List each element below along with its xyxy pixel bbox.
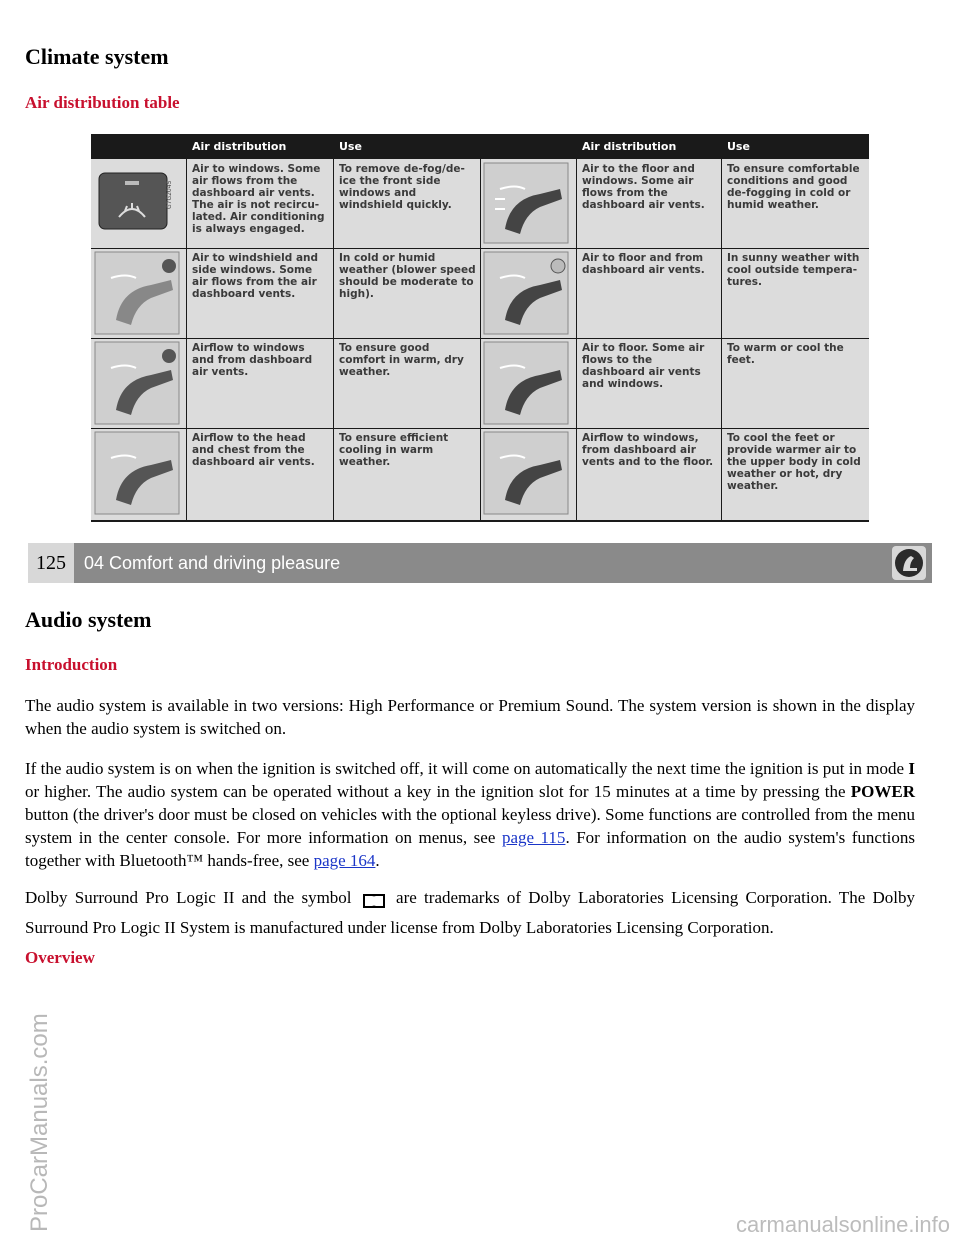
seat-airflow-illustration (480, 338, 576, 428)
power-button-label: POWER (850, 782, 915, 801)
seat-airflow-illustration (91, 338, 186, 428)
table-cell: To warm or cool the feet. (727, 342, 844, 366)
seat-airflow-illustration (91, 428, 186, 518)
header-air-distribution-right: Air distribution (582, 140, 677, 153)
page-164-link[interactable]: page 164 (313, 851, 376, 870)
table-cell: Air to the floor and windows. Some air flows from the dashboard air vents. (582, 163, 705, 211)
svg-text:G7G2045: G7G2045 (166, 180, 173, 209)
section-heading-introduction: Introduction (25, 655, 118, 674)
audio-section-title: Audio system (25, 607, 152, 632)
table-cell: Air to floor. Some air flows to the dashboard air vents and windows. (582, 342, 705, 390)
intro-paragraph: The audio system is available in two versions: High Performance or Premium Sound. The system version is shown in the display when the audio system is switched on. (25, 696, 915, 738)
table-cell: To ensure comfortable conditions and good de-fogging in cold or humid weather. (727, 163, 860, 211)
seat-airflow-illustration (91, 248, 186, 338)
page-115-link[interactable]: page 115 (501, 828, 566, 847)
table-cell: Airflow to the head and chest from the dashboard air vents. (192, 432, 315, 468)
seat-airflow-illustration (480, 428, 576, 518)
table-cell: To ensure good comfort in warm, dry weather. (339, 342, 464, 378)
air-distribution-table (91, 134, 869, 522)
table-cell: To cool the feet or provide warmer air to the upper body in cold weather or hot, dry weather. (727, 432, 861, 492)
vertical-watermark: ProCarManuals.com (26, 1013, 53, 1232)
chapter-header-bar (28, 543, 932, 583)
table-cell: In cold or humid weather (blower speed should be moderate to high). (339, 252, 476, 300)
seat-airflow-illustration (480, 159, 576, 248)
header-air-distribution-left: Air distribution (192, 140, 287, 153)
ignition-paragraph: If the audio system is on when the ignition is switched off, it will come on automatically the next time the ignition is put in mode I or higher. The audio system can be operated without a key in the ignition slot for 15 minutes at a time by pressing the POWER button (the driver's door must be closed on vehicles with the optional keyless drive). Some functions are controlled from the menu system in the center console. For more information on menus, see page 115. For information on the audio system's functions together with Bluetooth™ hands-free, see page 164. (25, 759, 916, 870)
page-number: 125 (28, 543, 74, 583)
seat-airflow-illustration (480, 248, 576, 338)
table-cell: In sunny weather with cool outside tempera-tures. (727, 252, 860, 288)
dolby-logo-icon (363, 890, 385, 908)
header-use-left: Use (339, 140, 362, 153)
header-use-right: Use (727, 140, 750, 153)
dolby-paragraph: Dolby Surround Pro Logic II and the symbol are trademarks of Dolby Laboratories Licensing Corporation. The Dolby Surround Pro Logic II System is manufactured under license from Dolby Laboratories Licensing Corporation. (25, 888, 915, 937)
page-title: Climate system (25, 44, 169, 69)
table-cell: Air to windshield and side windows. Some air flows from the air dashboard vents. (192, 252, 319, 300)
section-heading-air-distribution: Air distribution table (25, 93, 180, 112)
seat-chapter-icon (892, 546, 926, 580)
table-cell: To ensure efficient cooling in warm weather. (339, 432, 449, 468)
mode-label: I (908, 759, 915, 778)
defroster-button-illustration (91, 159, 186, 248)
table-cell: Air to windows. Some air flows from the dashboard air vents. The air is not recircu-lated. Air conditioning is always engaged. (192, 163, 325, 235)
chapter-title: 04 Comfort and driving pleasure (84, 553, 341, 573)
table-cell: Airflow to windows, from dashboard air vents and to the floor. (582, 432, 714, 468)
bottom-watermark: carmanualsonline.info (735, 1212, 950, 1237)
table-cell: Air to floor and from dashboard air vents. (582, 252, 705, 276)
table-cell: Airflow to windows and from dashboard air vents. (192, 342, 313, 378)
table-cell: To remove de-fog/de-ice the front side windows and windshield quickly. (339, 163, 465, 211)
section-heading-overview: Overview (25, 948, 95, 967)
